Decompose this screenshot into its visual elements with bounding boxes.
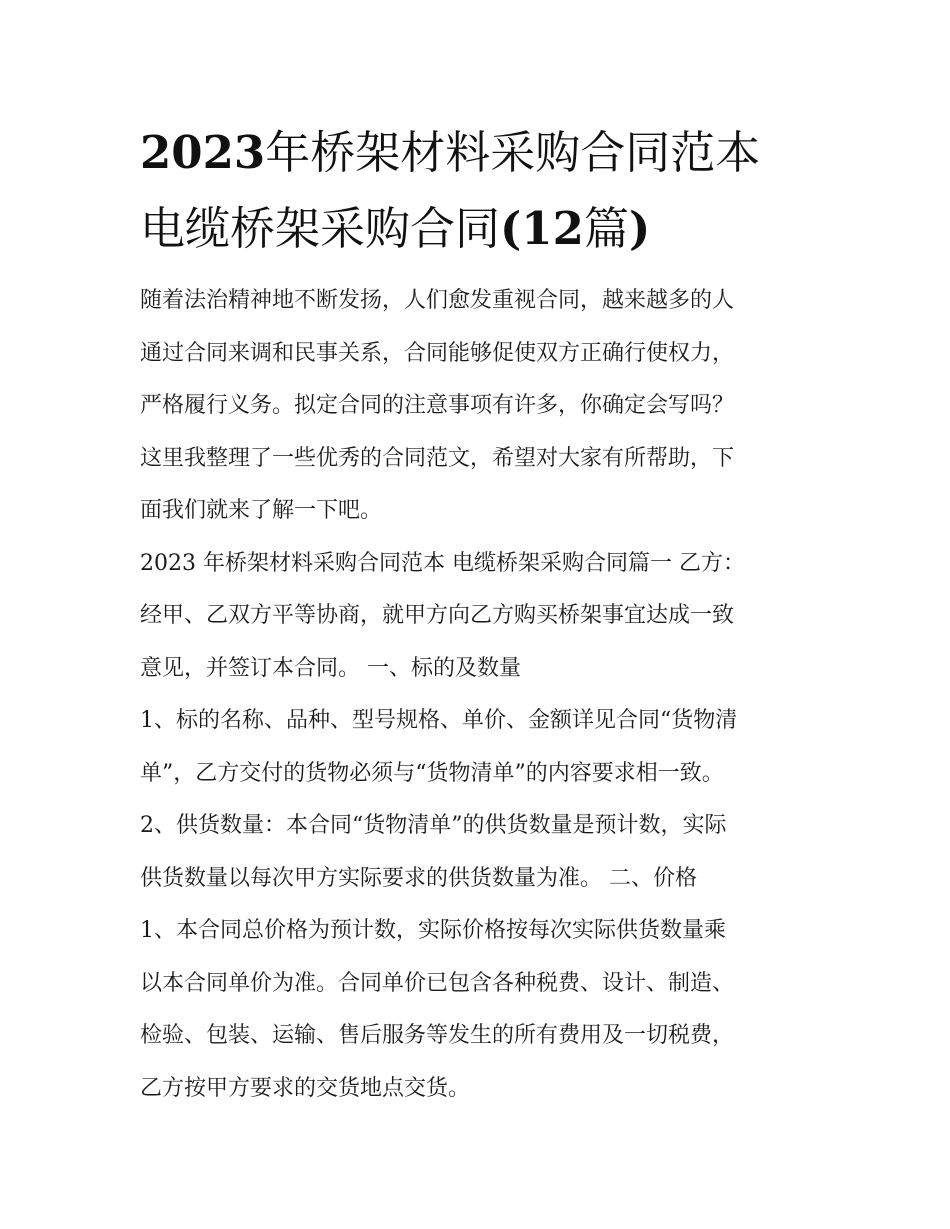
body-line: 以本合同单价为准。合同单价已包含各种税费、设计、制造、 [140, 970, 735, 996]
document-title [140, 115, 820, 267]
body-line: 检验、包装、运输、售后服务等发生的所有费用及一切税费， [140, 1023, 735, 1048]
title-count-close: ) [628, 202, 651, 255]
title-year: 2023 [140, 126, 266, 179]
body-line: 经甲、乙双方平等协商，就甲方向乙方购买桥架事宜达成一致 [140, 603, 735, 628]
body-line: 面我们就来了解一下吧。 [140, 498, 383, 523]
body-line: 乙方按甲方要求的交货地点交货。 [140, 1075, 471, 1101]
body-line: 供货数量以每次甲方实际要求的供货数量为准。 二、价格 [140, 865, 697, 891]
body-line: 1、标的名称、品种、型号规格、单价、金额详见合同“货物清 [140, 708, 738, 733]
document-page [140, 115, 820, 1115]
body-line: 通过合同来调和民事关系，合同能够促使双方正确行使权力， [140, 340, 735, 366]
title-count-unit: 篇 [583, 202, 629, 255]
body-line: 2、供货数量：本合同“货物清单”的供货数量是预计数，实际 [140, 813, 727, 838]
body-line: 意见，并签订本合同。 一、标的及数量 [140, 655, 521, 681]
body-line: 这里我整理了一些优秀的合同范文，希望对大家有所帮助，下 [140, 445, 735, 471]
title-main-text: 年桥架材料采购合同范本 [265, 126, 761, 179]
body-line: 2023 年桥架材料采购合同范本 电缆桥架采购合同篇一 乙方： [140, 550, 745, 576]
document-body [140, 275, 820, 1115]
body-line: 随着法治精神地不断发扬，人们愈发重视合同，越来越多的人 [140, 288, 735, 313]
body-line: 单”，乙方交付的货物必须与“货物清单”的内容要求相一致。 [140, 760, 724, 786]
title-line-2 [140, 191, 820, 267]
title-subtitle-text: 电缆桥架采购合同 [140, 202, 501, 255]
body-line: 1、本合同总价格为预计数，实际价格按每次实际供货数量乘 [140, 918, 726, 943]
title-line-1 [140, 115, 820, 191]
body-line: 严格履行义务。拟定合同的注意事项有许多，你确定会写吗？ [140, 393, 735, 418]
title-count-open: (12 [500, 202, 584, 255]
